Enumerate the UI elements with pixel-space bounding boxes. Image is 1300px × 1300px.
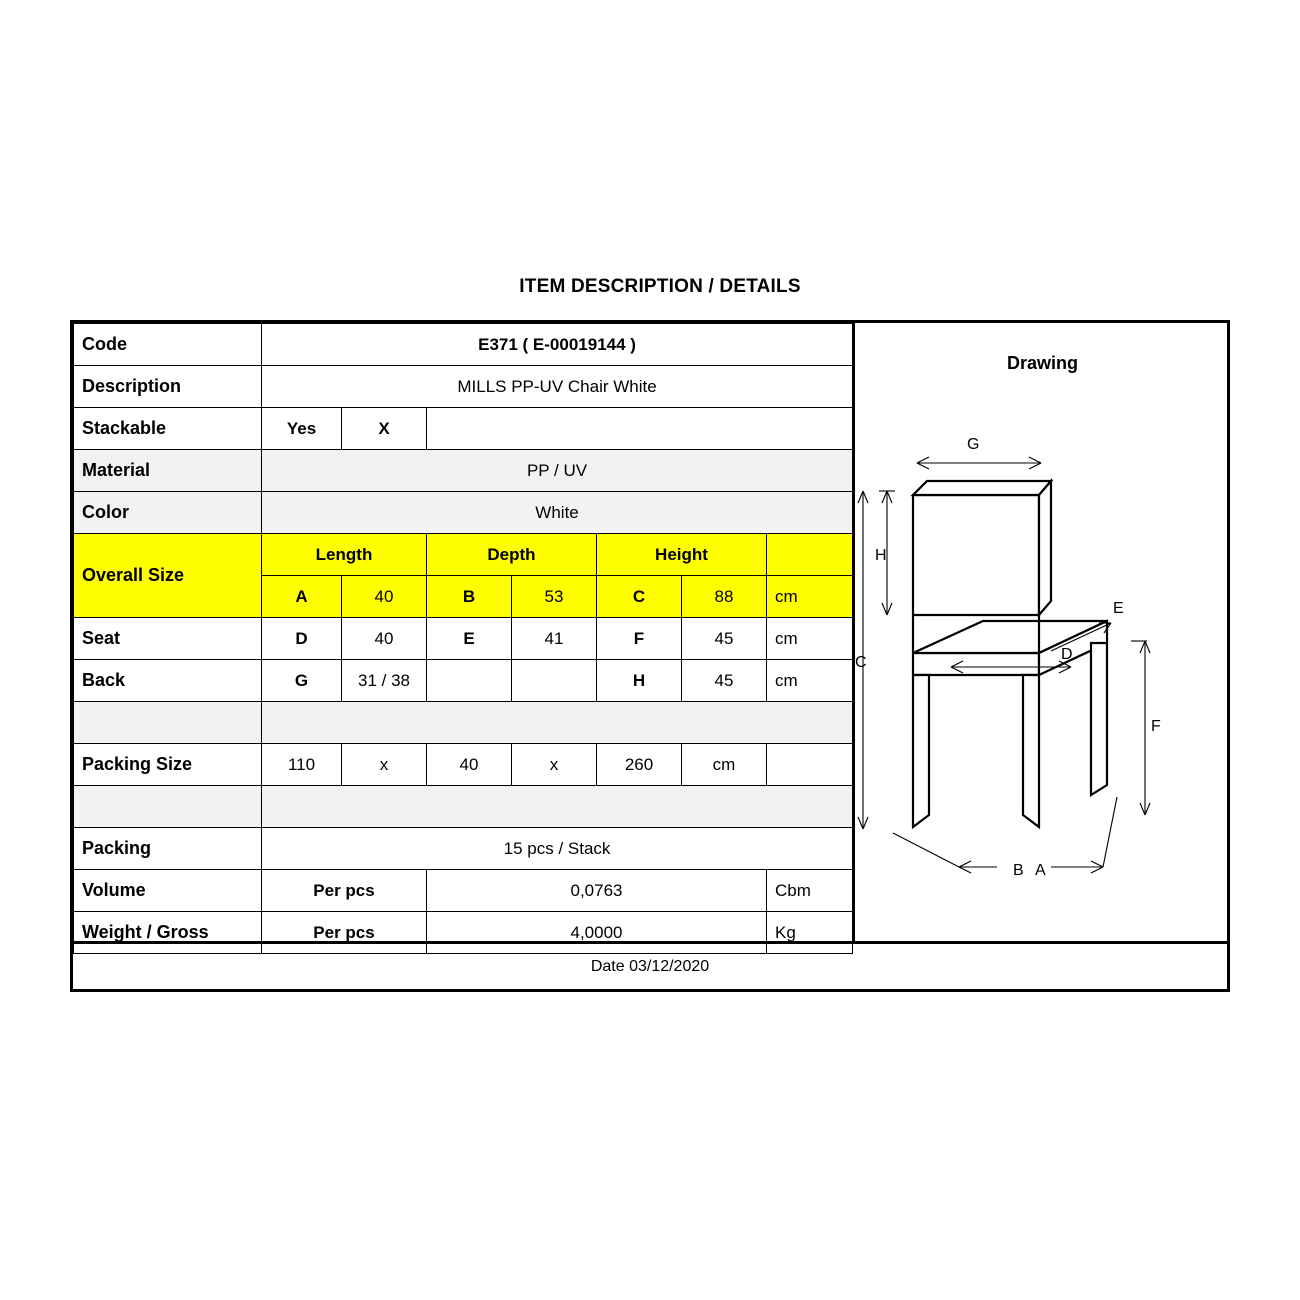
dim-label-B: B [1013, 862, 1024, 879]
overall-value-a: 40 [342, 576, 427, 618]
volume-value: 0,0763 [427, 870, 767, 912]
row-label-overall-size: Overall Size [74, 534, 262, 618]
seat-unit: cm [767, 618, 853, 660]
packing-size-sep-1: x [342, 744, 427, 786]
table-row-volume [74, 870, 853, 912]
weight-unit: Kg [767, 912, 853, 954]
drawing-heading: Drawing [1006, 353, 1078, 373]
overall-head-blank [767, 534, 853, 576]
table-row-packing-size [74, 744, 853, 786]
seat-value-f: 45 [682, 618, 767, 660]
page-title: ITEM DESCRIPTION / DETAILS [519, 276, 801, 297]
table-row-back [74, 660, 853, 702]
dim-label-G: G [967, 436, 980, 453]
footer-date: Date 03/12/2020 [590, 957, 710, 975]
volume-unit: Cbm [767, 870, 853, 912]
footer-band [73, 941, 1227, 989]
row-label-packing: Packing [74, 828, 262, 870]
overall-value-b: 53 [512, 576, 597, 618]
row-value-code: E371 ( E-00019144 ) [262, 324, 853, 366]
seat-code-f: F [597, 618, 682, 660]
overall-unit: cm [767, 576, 853, 618]
row-label-material: Material [74, 450, 262, 492]
row-label-color: Color [74, 492, 262, 534]
overall-code-c: C [597, 576, 682, 618]
table-row-material [74, 450, 853, 492]
spacer-cell-right-2 [262, 786, 853, 828]
row-label-code: Code [74, 324, 262, 366]
row-label-weight: Weight / Gross [74, 912, 262, 954]
row-label-seat: Seat [74, 618, 262, 660]
spacer-cell-left-1 [74, 702, 262, 744]
table-row-packing [74, 828, 853, 870]
table-row-color [74, 492, 853, 534]
weight-per: Per pcs [262, 912, 427, 954]
dim-label-F: F [1151, 718, 1161, 735]
overall-code-a: A [262, 576, 342, 618]
chair-drawing [855, 385, 1230, 905]
weight-value: 4,0000 [427, 912, 767, 954]
stackable-mark: X [342, 408, 427, 450]
row-label-volume: Volume [74, 870, 262, 912]
table-row-stackable [74, 408, 853, 450]
overall-head-height: Height [597, 534, 767, 576]
table-row-description [74, 366, 853, 408]
stackable-yes: Yes [262, 408, 342, 450]
dim-label-A: A [1035, 862, 1046, 879]
stackable-rest [427, 408, 853, 450]
row-value-material: PP / UV [262, 450, 853, 492]
seat-code-e: E [427, 618, 512, 660]
spec-table-container [73, 323, 855, 941]
row-label-stackable: Stackable [74, 408, 262, 450]
seat-code-d: D [262, 618, 342, 660]
packing-size-unit: cm [682, 744, 767, 786]
row-label-back: Back [74, 660, 262, 702]
back-value-g: 31 / 38 [342, 660, 427, 702]
row-label-description: Description [74, 366, 262, 408]
dim-label-C: C [855, 654, 867, 671]
dim-label-D: D [1061, 646, 1073, 663]
back-value-blank [512, 660, 597, 702]
row-value-description: MILLS PP-UV Chair White [262, 366, 853, 408]
packing-size-sep-2: x [512, 744, 597, 786]
back-value-h: 45 [682, 660, 767, 702]
overall-code-b: B [427, 576, 512, 618]
back-code-h: H [597, 660, 682, 702]
packing-size-pad [767, 744, 853, 786]
table-row-seat [74, 618, 853, 660]
packing-size-height: 260 [597, 744, 682, 786]
row-value-packing: 15 pcs / Stack [262, 828, 853, 870]
back-code-g: G [262, 660, 342, 702]
back-code-blank [427, 660, 512, 702]
spacer-cell-right-1 [262, 702, 853, 744]
packing-size-length: 110 [262, 744, 342, 786]
table-row-spacer-1 [74, 702, 853, 744]
seat-value-e: 41 [512, 618, 597, 660]
drawing-pane [855, 323, 1230, 941]
volume-per: Per pcs [262, 870, 427, 912]
overall-head-length: Length [262, 534, 427, 576]
table-row-code [74, 324, 853, 366]
table-row-spacer-2 [74, 786, 853, 828]
spacer-cell-left-2 [74, 786, 262, 828]
spec-table [73, 323, 853, 954]
overall-value-c: 88 [682, 576, 767, 618]
row-label-packing-size: Packing Size [74, 744, 262, 786]
row-value-color: White [262, 492, 853, 534]
packing-size-depth: 40 [427, 744, 512, 786]
sheet-frame [70, 320, 1230, 992]
overall-head-depth: Depth [427, 534, 597, 576]
dim-label-H: H [875, 547, 887, 564]
seat-value-d: 40 [342, 618, 427, 660]
back-unit: cm [767, 660, 853, 702]
dim-label-E: E [1113, 600, 1124, 617]
table-row-overall-head [74, 534, 853, 576]
